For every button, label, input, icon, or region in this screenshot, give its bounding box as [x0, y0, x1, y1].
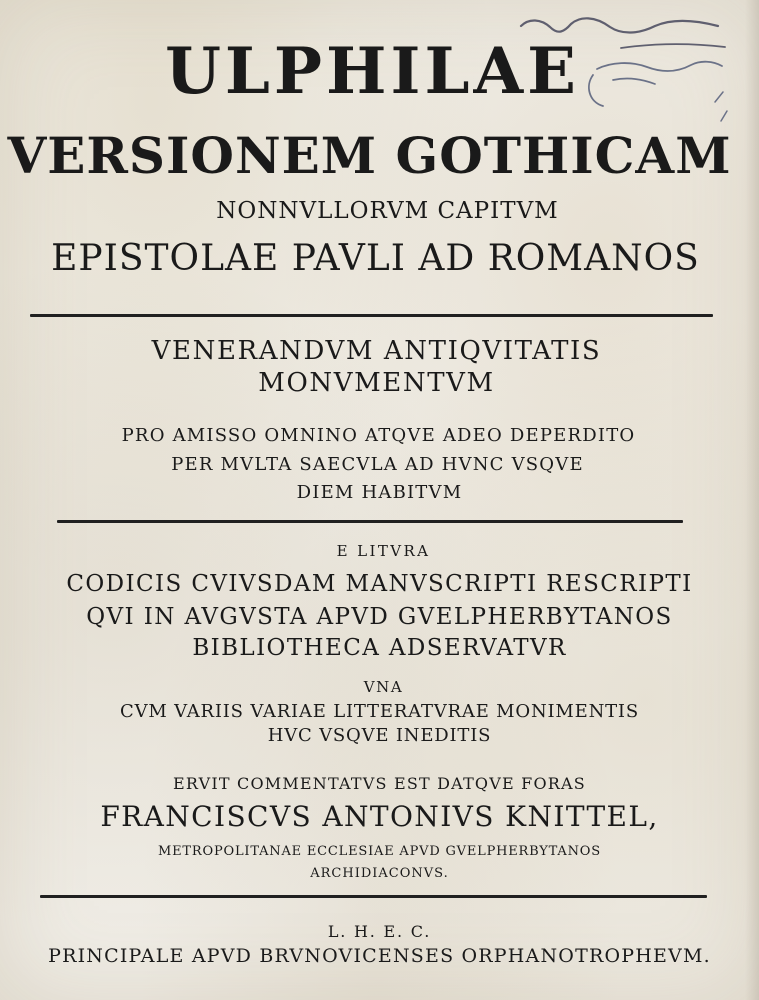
body-line-11: CVM VARIIS VARIAE LITTERATVRAE MONIMENTIS [120, 701, 639, 722]
body-line-5: DIEM HABITVM [296, 482, 463, 503]
body-line-6: E LITVRA [336, 542, 431, 560]
body-line-4: PER MVLTA SAECVLA AD HVNC VSQVE [171, 454, 584, 475]
author-line: FRANCISCVS ANTONIVS KNITTEL, [100, 800, 659, 833]
body-line-7: CODICIS CVIVSDAM MANVSCRIPTI RESCRIPTI [66, 571, 693, 597]
body-line-1: VENERANDVM ANTIQVITATIS [151, 336, 602, 366]
author-title-line-2: ARCHIDIACONVS. [310, 866, 449, 881]
title-line-2: VERSIONEM GOTHICAM [7, 126, 732, 185]
imprint-rule [40, 895, 707, 898]
subtitle-line-2: EPISTOLAE PAVLI AD ROMANOS [51, 238, 700, 279]
body-line-12: HVC VSQVE INEDITIS [267, 725, 492, 746]
body-line-9: BIBLIOTHECA ADSERVATVR [192, 635, 567, 661]
body-line-8: QVI IN AVGVSTA APVD GVELPHERBYTANOS [86, 604, 673, 630]
body-line-3: PRO AMISSO OMNINO ATQVE ADEO DEPERDITO [121, 425, 636, 446]
body-line-13: ERVIT COMMENTATVS EST DATQVE FORAS [173, 774, 586, 793]
body-line-2: MONVMENTVM [258, 368, 495, 398]
subtitle-line-1: NONNVLLORVM CAPITVM [216, 198, 559, 224]
author-title-line-1: METROPOLITANAE ECCLESIAE APVD GVELPHERBYTANOS [158, 844, 601, 859]
middle-rule [57, 520, 683, 523]
imprint-line-1: L. H. E. C. [327, 922, 432, 941]
title-rule-top [30, 314, 713, 317]
imprint-line-2: PRINCIPALE APVD BRVNOVICENSES ORPHANOTROPHEVM. [48, 945, 711, 967]
body-line-10: VNA [363, 678, 404, 696]
title-line-1: ULPHILAE [165, 34, 580, 109]
